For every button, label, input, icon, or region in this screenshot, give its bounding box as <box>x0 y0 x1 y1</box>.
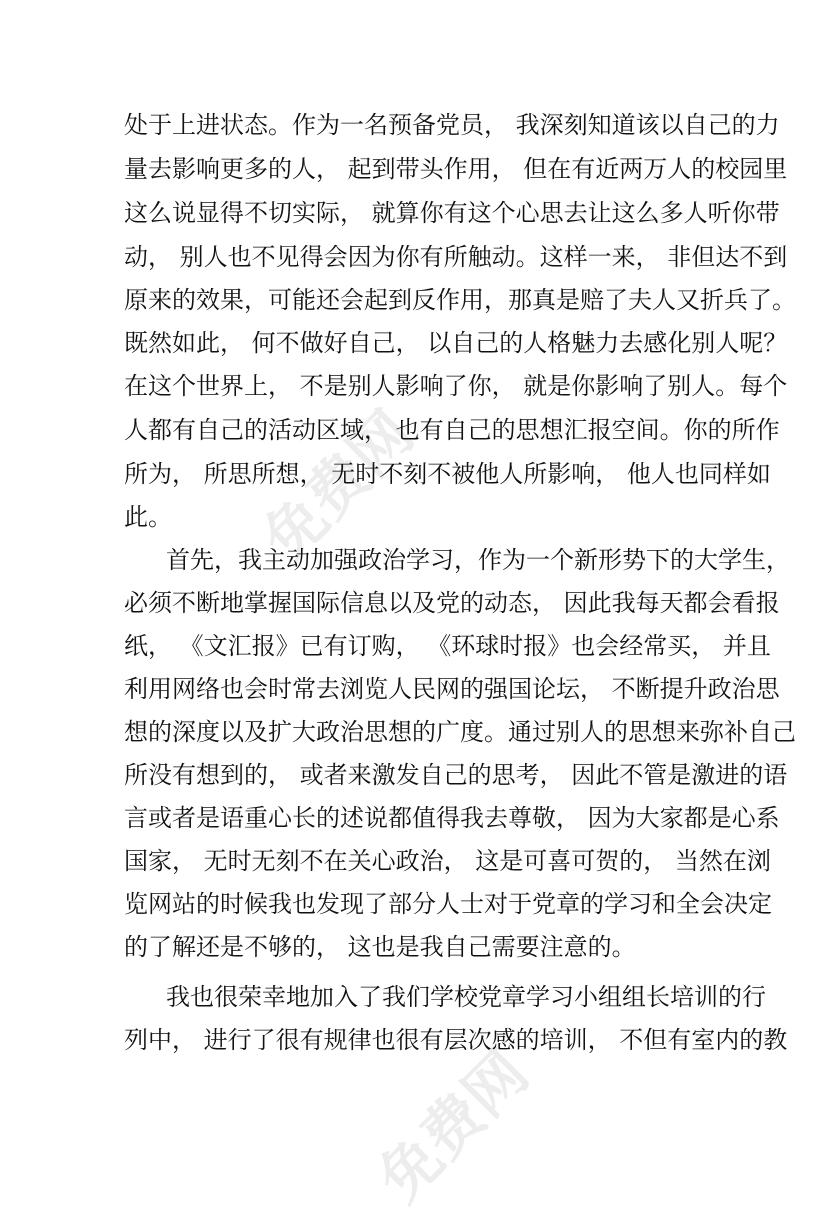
watermark: 免费网 <box>250 398 427 575</box>
paragraph-first-line: 我也很荣幸地加入了我们学校党章学习小组组长培训的行 <box>166 983 766 1011</box>
text-line: 量去影响更多的人， 起到带头作用， 但在有近两万人的校园里 <box>124 155 788 183</box>
text-line: 国家， 无时无刻不在关心政治， 这是可喜可贺的， 当然在浏 <box>124 847 771 875</box>
text-line: 纸， 《文汇报》已有订购， 《环球时报》也会经常买， 并且 <box>124 632 771 660</box>
text-line: 言或者是语重心长的述说都值得我去尊敬， 因为大家都是心系 <box>124 804 780 832</box>
text-line: 览网站的时候我也发现了部分人士对于党章的学习和全会决定 <box>124 890 772 918</box>
text-line: 必须不断地掌握国际信息以及党的动态， 因此我每天都会看报 <box>124 589 780 617</box>
watermark: 免费网 <box>365 1038 542 1215</box>
text-line: 这么说显得不切实际， 就算你有这个心思去让这么多人听你带 <box>124 199 780 227</box>
text-line: 人都有自己的活动区域， 也有自己的思想汇报空间。你的所作 <box>124 416 780 444</box>
text-line: 既然如此， 何不做好自己， 以自己的人格魅力去感化别人呢？ <box>124 329 788 357</box>
text-line: 动， 别人也不见得会因为你有所触动。这样一来， 非但达不到 <box>124 243 788 271</box>
text-line: 原来的效果，可能还会起到反作用，那真是赔了夫人又折兵了。 <box>124 286 796 314</box>
text-line: 在这个世界上， 不是别人影响了你， 就是你影响了别人。每个 <box>124 372 788 400</box>
text-line: 想的深度以及扩大政治思想的广度。通过别人的思想来弥补自己 <box>124 718 796 746</box>
text-line: 此。 <box>124 503 172 531</box>
text-line: 处于上进状态。作为一名预备党员， 我深刻知道该以自己的力 <box>124 111 780 139</box>
paragraph-first-line: 首先，我主动加强政治学习，作为一个新形势下的大学生， <box>166 546 790 574</box>
text-line: 列中， 进行了很有规律也很有层次感的培训， 不但有室内的教 <box>124 1026 788 1054</box>
text-line: 所没有想到的， 或者来激发自己的思考， 因此不管是激进的语 <box>124 761 788 789</box>
text-line: 的了解还是不够的， 这也是我自己需要注意的。 <box>124 933 636 961</box>
text-line: 所为， 所思所想， 无时不刻不被他人所影响， 他人也同样如 <box>124 460 771 488</box>
text-line: 利用网络也会时常去浏览人民网的强国论坛， 不断提升政治思 <box>124 675 780 703</box>
